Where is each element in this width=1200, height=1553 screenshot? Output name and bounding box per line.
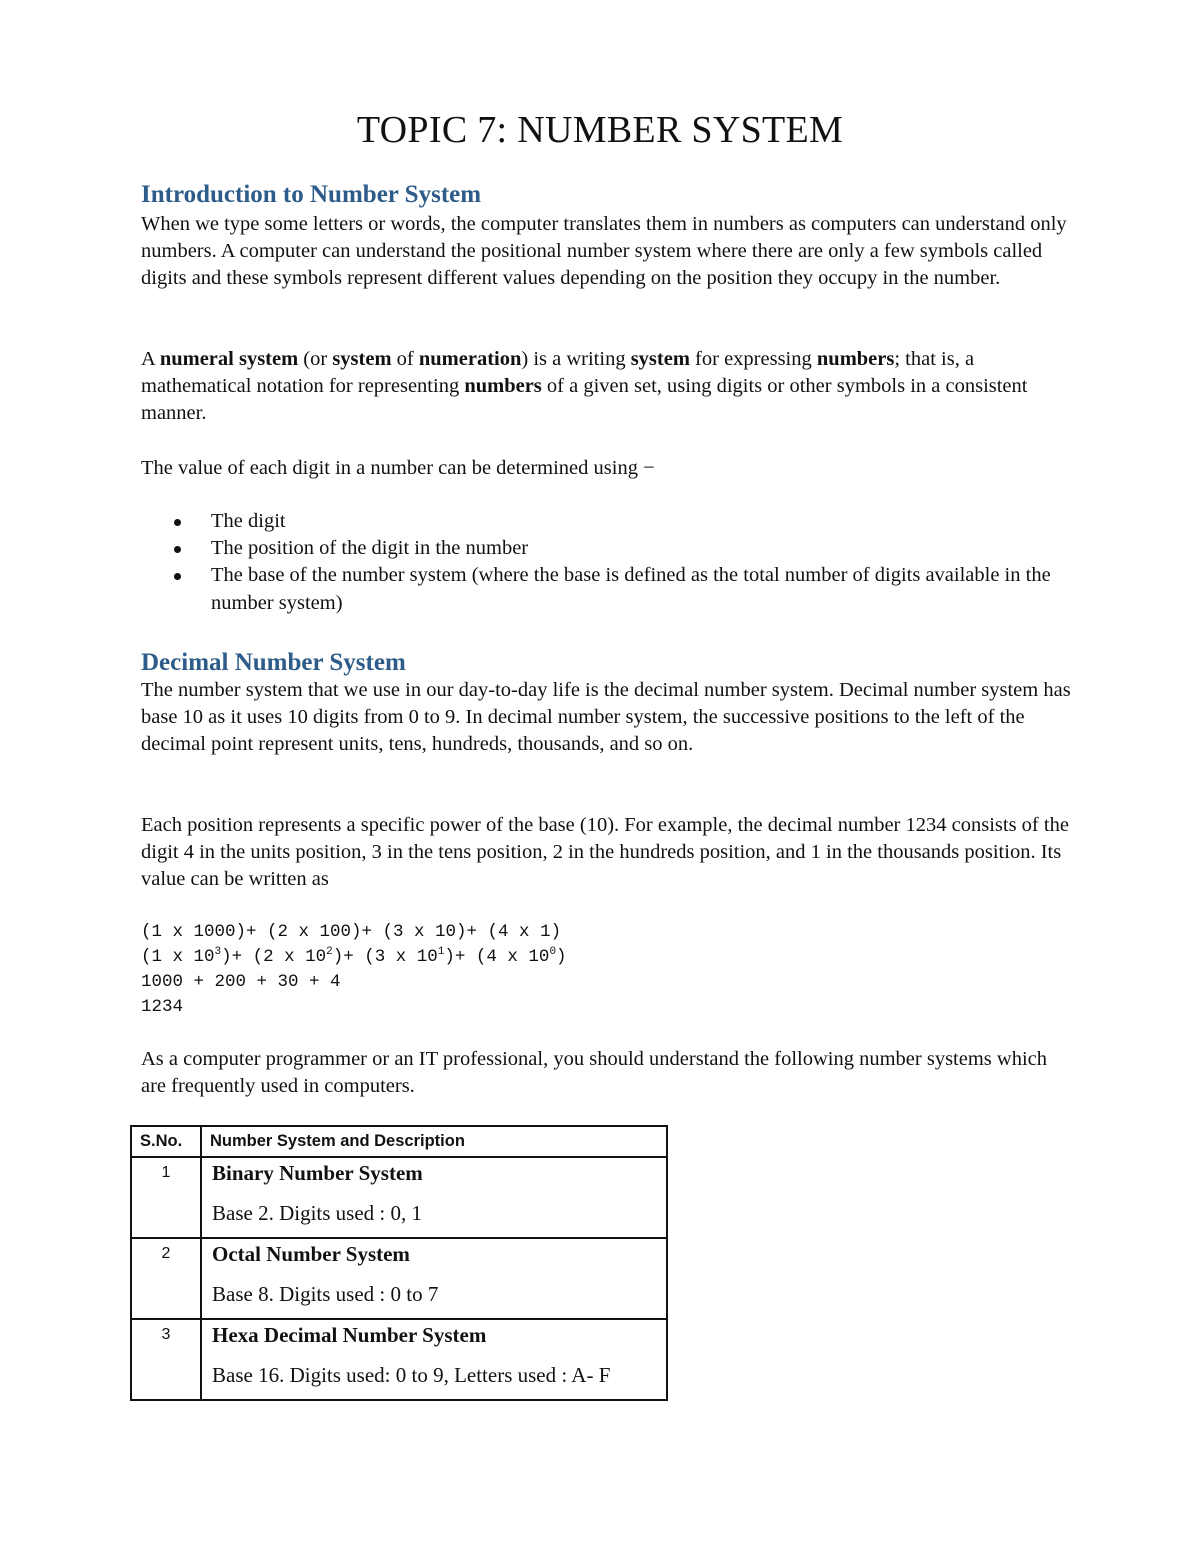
- list-item-text: The base of the number system (where the base is defined as the total number of digits available in the number system): [211, 564, 1051, 614]
- exponent: 2: [326, 946, 333, 958]
- row-description: [201, 1319, 667, 1400]
- decimal-paragraph-1: The number system that we use in our day-to-day life is the decimal number system. Decimal number system has base 10 as it uses 10 digits from 0 to 9. In decimal number system, the successive positions to the left of the decimal point represent units, tens, hundreds, thousands, and so on.: [141, 679, 1071, 756]
- list-item: [141, 535, 1071, 562]
- code-part: )+ (2 x 10: [221, 947, 327, 967]
- row-number: 1: [131, 1157, 201, 1238]
- p2-text-6: ; that is, a mathematical notation for representing: [141, 348, 975, 398]
- p2-text-3: of: [391, 348, 419, 370]
- list-item-text: The digit: [211, 510, 286, 532]
- column-header-sno: S.No.: [131, 1126, 201, 1157]
- bullet-icon: [174, 519, 181, 526]
- code-part: ): [556, 947, 567, 967]
- list-item-text: The position of the digit in the number: [211, 537, 529, 560]
- code-line-2: [141, 945, 841, 971]
- page-title: TOPIC 7: NUMBER SYSTEM: [356, 109, 844, 151]
- system-name: Hexa Decimal Number System: [212, 1323, 487, 1347]
- decimal-heading: Decimal Number System: [141, 649, 406, 676]
- row-number: 3: [131, 1319, 201, 1400]
- code-part: (1 x 10: [141, 947, 215, 967]
- p2-bold-1: numeral system: [159, 348, 299, 370]
- intro-heading: Introduction to Number System: [141, 181, 482, 208]
- row-description: [201, 1238, 667, 1319]
- system-name: Binary Number System: [212, 1161, 423, 1185]
- code-part: )+ (3 x 10: [332, 947, 438, 967]
- list-item: [141, 508, 1071, 535]
- system-name: Octal Number System: [212, 1242, 410, 1266]
- code-line-4: 1234: [141, 997, 184, 1017]
- table-row: [131, 1157, 667, 1238]
- bullet-list: [141, 508, 1071, 617]
- p2-bold-3: numeration: [418, 348, 522, 370]
- p2-bold-5: numbers: [816, 348, 895, 370]
- row-number: 2: [131, 1238, 201, 1319]
- code-line-3: 1000 + 200 + 30 + 4: [141, 972, 341, 992]
- system-detail: Base 16. Digits used: 0 to 9, Letters used : A- F: [212, 1363, 611, 1387]
- p2-bold-4: system: [630, 348, 690, 370]
- code-line-1: (1 x 1000)+ (2 x 100)+ (3 x 10)+ (4 x 1): [141, 922, 562, 942]
- p2-text-1: A: [141, 348, 160, 370]
- p2-text-4: ) is a writing: [521, 348, 631, 370]
- list-item: [141, 562, 1071, 616]
- intro-paragraph-1: When we type some letters or words, the computer translates them in numbers as computers can understand only numbers. A computer can understand the positional number system where there are only a few symbols called digits and these symbols represent different values depending on the position they occupy in the number.: [141, 213, 1067, 290]
- exponent: 1: [437, 946, 445, 958]
- p2-bold-6: numbers: [464, 375, 542, 398]
- decimal-paragraph-3: As a computer programmer or an IT professional, you should understand the following number systems which are frequently used in computers.: [141, 1048, 1047, 1098]
- bullet-icon: [174, 546, 181, 553]
- intro-paragraph-3: The value of each digit in a number can be determined using −: [141, 457, 655, 479]
- table-row: [131, 1319, 667, 1400]
- p2-bold-2: system: [332, 348, 392, 370]
- decimal-paragraph-2: Each position represents a specific power of the base (10). For example, the decimal number 1234 consists of the digit 4 in the units position, 3 in the tens position, 2 in the hundreds position, and 1 in the thousands position. Its value can be written as: [141, 814, 1069, 891]
- system-detail: Base 8. Digits used : 0 to 7: [212, 1282, 439, 1306]
- code-part: )+ (4 x 10: [444, 947, 550, 967]
- column-header-description: Number System and Description: [201, 1126, 667, 1157]
- table-header-row: [131, 1126, 667, 1157]
- p2-text-5: for expressing: [689, 348, 817, 370]
- table-row: [131, 1238, 667, 1319]
- bullet-icon: [174, 573, 181, 580]
- exponent: 3: [214, 946, 222, 958]
- system-detail: Base 2. Digits used : 0, 1: [212, 1201, 422, 1225]
- p2-text-2: (or: [298, 348, 333, 370]
- exponent: 0: [549, 946, 557, 958]
- intro-paragraph-2: [141, 346, 1071, 428]
- p2-text-7: of a given set, using digits or other symbols in a consistent manner.: [141, 375, 1028, 425]
- row-description: [201, 1157, 667, 1238]
- number-systems-table: [130, 1125, 668, 1401]
